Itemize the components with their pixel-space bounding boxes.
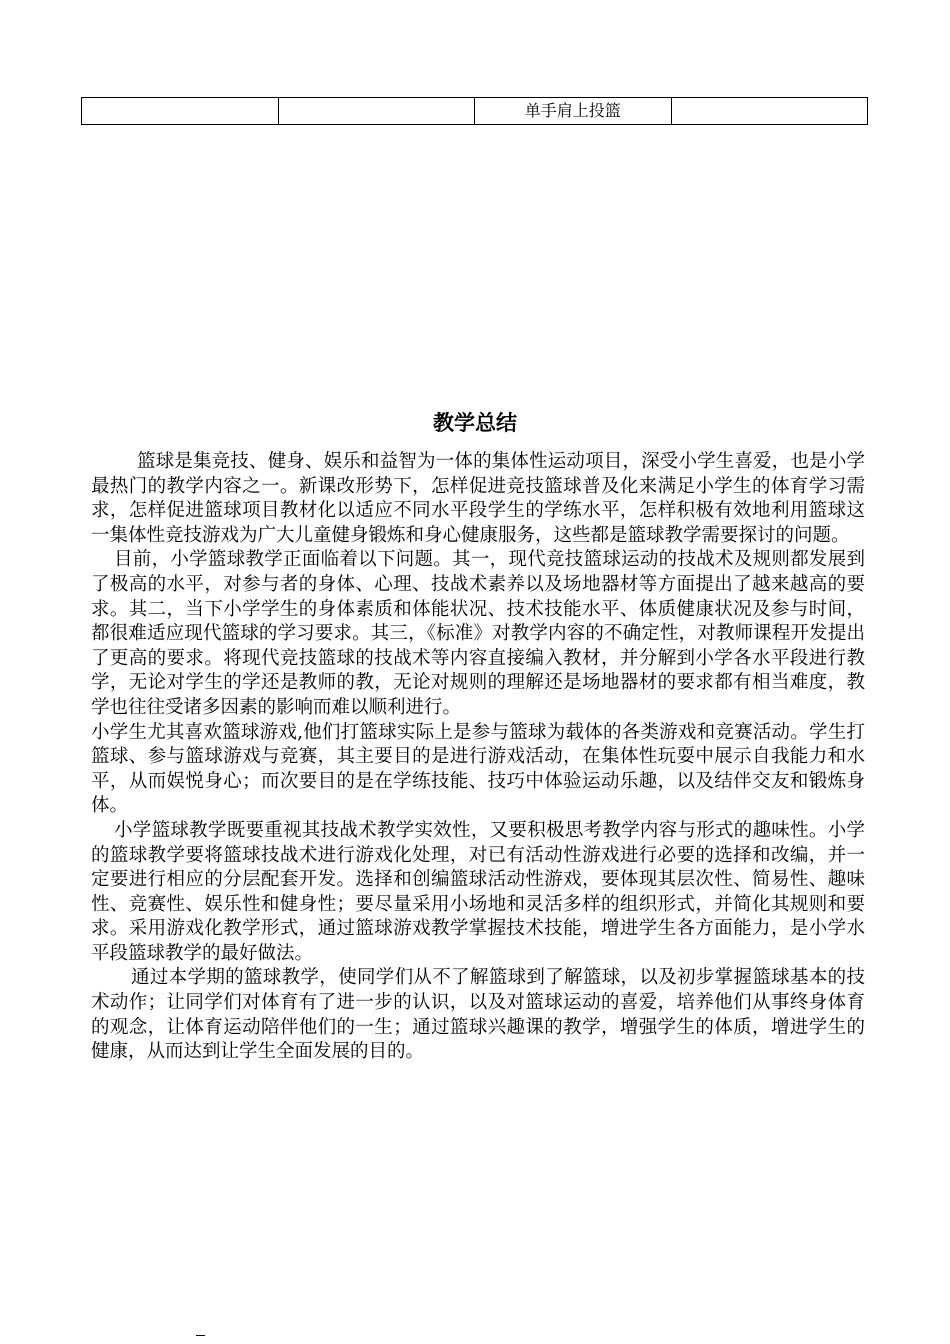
- paragraph-3: 小学生尤其喜欢篮球游戏,他们打篮球实际上是参与篮球为载体的各类游戏和竞赛活动。学生打篮球、参与篮球游戏与竞赛，其主要目的是进行游戏活动，在集体性玩耍中展示自我能力和水平，从而娱悦身心；而次要目的是在学练技能、技巧中体验运动乐趣，以及结伴交友和锻炼身体。: [91, 721, 865, 817]
- paragraph-5: 通过本学期的篮球教学，使同学们从不了解篮球到了解篮球，以及初步掌握篮球基本的技术动作；让同学们对体育有了进一步的认识，以及对篮球运动的喜爱，培养他们从事终身体育的观念，让体育运动陪伴他们的一生；通过篮球兴趣课的教学，增强学生的体质，增进学生的健康，从而达到让学生全面发展的目的。: [91, 967, 865, 1063]
- table-cell: 单手肩上投篮: [475, 98, 672, 125]
- paragraph-2: 目前，小学篮球教学正面临着以下问题。其一，现代竞技篮球运动的技战术及规则都发展到了极高的水平，对参与者的身体、心理、技战术素养以及场地器材等方面提出了越来越高的要求。其二，当下小学学生的身体素质和体能状况、技术技能水平、体质健康状况及参与时间，都很难适应现代篮球的学习要求。其三，《标准》对教学内容的不确定性，对教师课程开发提出了更高的要求。将现代竞技篮球的技战术等内容直接编入教材，并分解到小学各水平段进行教学，无论对学生的学还是教师的教，无论对规则的理解还是场地器材的要求都有相当难度，教学也往往受诸多因素的影响而难以顺利进行。: [91, 549, 865, 718]
- table-cell: [82, 98, 279, 125]
- table-cell: [278, 98, 475, 125]
- footer-dash: [196, 1335, 205, 1336]
- page-title: 教学总结: [433, 411, 517, 435]
- summary-body: [91, 450, 865, 1065]
- paragraph-4: 小学篮球教学既要重视其技战术教学实效性，又要积极思考教学内容与形式的趣味性。小学的篮球教学要将篮球技战术进行游戏化处理，对已有活动性游戏进行必要的选择和改编，并一定要进行相应的分层配套开发。选择和创编篮球活动性游戏，要体现其层次性、简易性、趣味性、竞赛性、娱乐性和健身性；要尽量采用小场地和灵活多样的组织形式，并简化其规则和要求。采用游戏化教学形式，通过篮球游戏教学掌握技术技能，增进学生各方面能力，是小学水平段篮球教学的最好做法。: [91, 819, 865, 964]
- lesson-table: [81, 97, 868, 125]
- table-cell: [671, 98, 868, 125]
- paragraph-1: 篮球是集竞技、健身、娱乐和益智为一体的集体性运动项目，深受小学生喜爱，也是小学最热门的教学内容之一。新课改形势下，怎样促进竞技篮球普及化来满足小学生的体育学习需求，怎样促进篮球项目教材化以适应不同水平段学生的学练水平，怎样积极有效地利用篮球这一集体性竞技游戏为广大儿童健身锻炼和身心健康服务，这些都是篮球教学需要探讨的问题。: [91, 451, 865, 546]
- table-row: [82, 98, 868, 125]
